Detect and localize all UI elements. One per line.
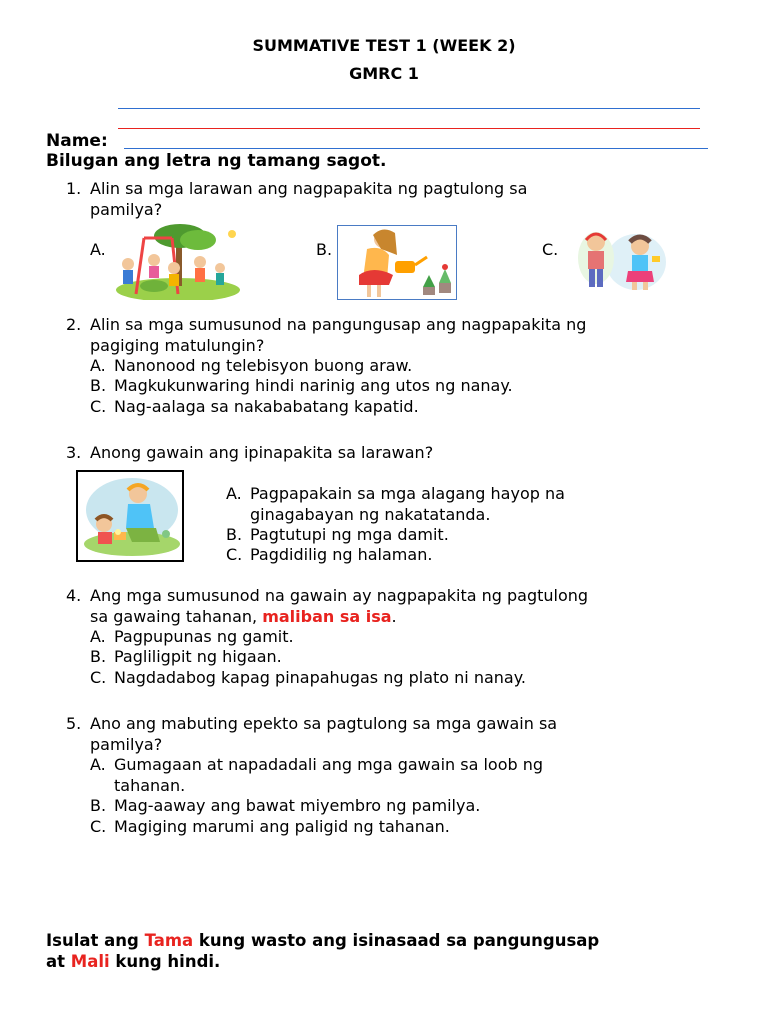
question-text-part: .	[391, 607, 397, 626]
option-text: Pagliligpit ng higaan.	[114, 647, 282, 666]
option-letter: A.	[90, 627, 106, 646]
name-label: Name:	[46, 131, 108, 151]
option-letter: B.	[90, 376, 107, 395]
kids-listening-music-image[interactable]	[574, 228, 668, 294]
question-text-line	[90, 606, 736, 627]
option-letter: A.	[90, 356, 106, 375]
option-letter-a[interactable]: A.	[90, 240, 106, 259]
question-text-part: sa gawaing tahanan,	[90, 607, 263, 626]
option-a[interactable]	[90, 355, 730, 376]
test-title: SUMMATIVE TEST 1 (WEEK 2)	[252, 36, 516, 55]
question-2	[66, 314, 736, 356]
option-a[interactable]	[90, 626, 730, 647]
option-a-continued: tahanan.	[114, 776, 186, 795]
option-letter: C.	[90, 397, 107, 416]
name-line-red	[118, 128, 700, 129]
option-text: Magkukunwaring hindi narinig ang utos ng nanay.	[114, 376, 513, 395]
tama-text: Tama	[144, 931, 194, 950]
option-c[interactable]	[90, 667, 730, 688]
option-text: Nagdadabog kapag pinapahugas ng plato ni nanay.	[114, 668, 526, 687]
question-number: 3.	[66, 443, 82, 462]
option-letter: B.	[90, 647, 107, 666]
instruction: Bilugan ang letra ng tamang sagot.	[46, 151, 387, 171]
option-text: Magiging marumi ang paligid ng tahanan.	[114, 817, 450, 836]
question-text-line: Alin sa mga larawan ang nagpapakita ng pagtulong sa	[90, 179, 528, 198]
question-text-line: Alin sa mga sumusunod na pangungusap ang nagpapakita ng	[90, 315, 587, 334]
question-text-line: Ang mga sumusunod na gawain ay nagpapakita ng pagtulong	[90, 586, 589, 605]
name-line-blue-1	[118, 108, 700, 109]
option-letter-c[interactable]: C.	[542, 240, 559, 259]
subject-title: GMRC 1	[349, 64, 419, 83]
part2-line-2	[46, 951, 746, 972]
children-playing-swing-image[interactable]	[114, 224, 242, 300]
part2-instruction	[46, 930, 746, 972]
girl-watering-plants-image[interactable]	[337, 225, 457, 300]
option-letter: C.	[90, 668, 107, 687]
grandfather-child-feeding-image	[76, 470, 184, 562]
part2-text: at	[46, 952, 71, 971]
option-a-continued: ginagabayan ng nakatatanda.	[250, 505, 491, 524]
question-1	[66, 178, 736, 220]
option-text: Pagpupunas ng gamit.	[114, 627, 294, 646]
option-text: Mag-aaway ang bawat miyembro ng pamilya.	[114, 796, 481, 815]
question-number: 2.	[66, 315, 82, 334]
option-b[interactable]	[90, 375, 730, 396]
option-b[interactable]	[226, 524, 768, 545]
mali-text: Mali	[70, 952, 110, 971]
option-letter: A.	[90, 755, 106, 774]
question-number: 1.	[66, 179, 82, 198]
option-text: Gumagaan at napadadali ang mga gawain sa loob ng	[114, 755, 544, 774]
option-b[interactable]	[90, 795, 730, 816]
part2-text: Isulat ang	[46, 931, 145, 950]
option-c[interactable]	[90, 816, 730, 837]
option-letter: B.	[226, 525, 243, 544]
question-text-line: pamilya?	[90, 200, 163, 219]
option-letter: C.	[90, 817, 107, 836]
option-text: Pagpapakain sa mga alagang hayop na	[250, 484, 565, 503]
option-letter: B.	[90, 796, 107, 815]
question-text-line: pamilya?	[90, 735, 163, 754]
question-5	[66, 713, 736, 755]
question-number: 4.	[66, 586, 82, 605]
option-text: Pagdidilig ng halaman.	[250, 545, 433, 564]
option-c[interactable]	[90, 396, 730, 417]
option-a[interactable]	[90, 754, 730, 775]
question-text-line: Anong gawain ang ipinapakita sa larawan?	[90, 443, 434, 462]
option-text: Pagtutupi ng mga damit.	[250, 525, 449, 544]
question-text-line: pagiging matulungin?	[90, 336, 265, 355]
question-3	[66, 442, 736, 463]
option-letter: C.	[226, 545, 243, 564]
option-letter: A.	[226, 484, 242, 503]
name-line-blue-2[interactable]	[124, 148, 708, 149]
part2-text: kung hindi.	[109, 952, 221, 971]
question-text-line: Ano ang mabuting epekto sa pagtulong sa mga gawain sa	[90, 714, 558, 733]
question-number: 5.	[66, 714, 82, 733]
option-a[interactable]	[226, 483, 768, 504]
option-c[interactable]	[226, 544, 768, 565]
option-letter-b[interactable]: B.	[316, 240, 333, 259]
option-b[interactable]	[90, 646, 730, 667]
option-text: Nag-aalaga sa nakababatang kapatid.	[114, 397, 419, 416]
option-text: Nanonood ng telebisyon buong araw.	[114, 356, 413, 375]
part2-line-1	[46, 930, 746, 951]
part2-text: kung wasto ang isinasaad sa pangungusap	[193, 931, 600, 950]
question-4	[66, 585, 736, 627]
emphasis-text: maliban sa isa	[262, 607, 392, 626]
